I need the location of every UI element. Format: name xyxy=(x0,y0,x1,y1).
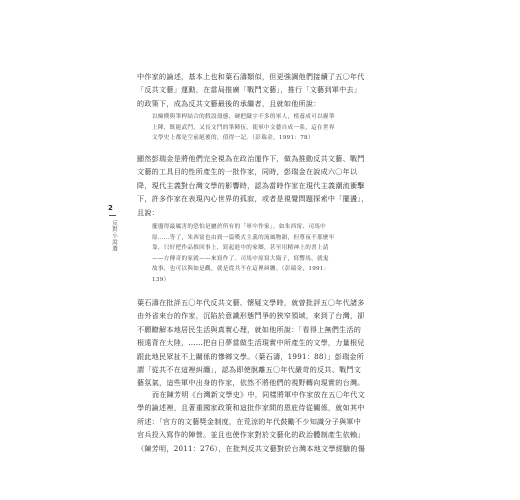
text-line: 官兵投入寫作的陣營。並且也使作家對於文藝化的政治體制產生依賴」 xyxy=(137,430,365,440)
quote-line: 文學史上都是空前絕後的，值得一記。（彭瑞金，1991：78） xyxy=(152,135,314,142)
text-line: 跟此地民眾扯不上關係的慘鄉文學。（葉石濤，1991：88）」彭瑞金所 xyxy=(137,351,365,361)
quote-line: 靠，只好把作品推回事上，寫起進中的家鄉，甚至用精神上的書上請 xyxy=(152,245,329,252)
text-line: 學的論述裡，且著重國家政策和這批作家間的恩庇侍從關係，就如其中 xyxy=(137,403,365,413)
text-line: 的政策下，成為反共文藝最後的承繼者，且就如他所說： xyxy=(137,98,321,108)
page-number: 2 xyxy=(108,204,113,212)
quote-line: 原……等了，朱西甯也由到一篇嘆式主義的流風物韻，但尊夜不那麼牢 xyxy=(152,234,335,241)
text-line: 所述：「官方的文藝獎金制度，在荒涼的年代鼓勵不少知識分子與軍中 xyxy=(137,416,362,426)
page-number-rule xyxy=(109,215,116,216)
body-paragraph-3 xyxy=(137,296,437,390)
quote-line: 擺盪得最厲害的恐怕是屬於所有的「軍中作家」。如朱西甯、司馬中 xyxy=(152,224,327,230)
quote-line: 以檢樸與筆桿結合的假設殼態，硬把織字不多的軍人，植養成可以握筆 xyxy=(152,114,335,120)
body-paragraph-1 xyxy=(137,70,437,110)
text-line: 根遠背在大陸，……把自日夢當做生活現實中所產生的文學，力量根兒 xyxy=(137,338,365,348)
text-line: 不願瞭解本地居民生活與真實心理，就如他所說：「看得上無們生活的 xyxy=(137,324,362,334)
quote-line: 139） xyxy=(152,276,170,283)
text-line: 文藝的工具目的性所產生的一批作家，同時，彭瑞金在說成六〇年以 xyxy=(137,167,358,177)
text-line: 而在陳芳明《台灣新文學史》中，同樣將軍中作家放在五〇年代文 xyxy=(152,390,365,399)
text-line: 顯然彭瑞金是將他們完全視為在政治運作下，做為推動反共文藝、戰鬥 xyxy=(137,154,365,163)
text-line: 謂「從共不在這裡糾纏」，認為即使脫離五〇年代嚴苛的反共、戰鬥文 xyxy=(137,365,362,375)
text-line: 且說： xyxy=(137,207,160,217)
body-paragraph-2 xyxy=(137,152,437,219)
text-line: 下，許多作家在表現內心世界的孤寂，或者是視覺問題探索中「擺盪」， xyxy=(137,194,369,204)
body-paragraph-4 xyxy=(137,388,437,455)
text-line: 降，現代主義對台灣文學的影響時，認為當時作家在現代主義潮流衝擊 xyxy=(137,180,365,190)
text-line: 葉石濤在批評五〇年代反共文藝、懷疑文學時，就曾批評五〇年代諸多 xyxy=(137,298,365,307)
quote-line: 故事，也可以與如是觀，就是從共不在這裡糾纏。（彭瑞金，1991： xyxy=(152,266,330,273)
text-line: 藝氛氣，這些軍中出身的作家，依然不將他們的視野轉向現實的台灣。 xyxy=(137,378,365,388)
text-line: 中作家的論述，基本上也和葉石濤類似，但更強調他們接續了五〇年代 xyxy=(137,72,365,81)
text-line: 「反共文藝」運動，在當局推廣「戰鬥文藝」，推行「文藝到軍中去」 xyxy=(137,85,362,95)
text-line: （陳芳明，2011：276），在批判反共文藝對於台灣本地文學經驗的傷 xyxy=(137,443,366,453)
block-quote-1 xyxy=(152,112,437,144)
block-quote-2 xyxy=(152,222,437,286)
quote-line: 上陣，既能武鬥，又長文鬥的筆陣伍，使軍中文藝自成一系，這在世界 xyxy=(152,124,335,131)
quote-line: ——方傳奇的家就——來寫作了。司馬中原寫大鬍子，寫響馬，就鬼 xyxy=(152,255,329,262)
running-title: 反對小說選 xyxy=(111,220,117,252)
text-line: 由外省來台的作家，沉陷於意識形態鬥爭的狹窄領域，來到了台灣，卻 xyxy=(137,311,365,321)
